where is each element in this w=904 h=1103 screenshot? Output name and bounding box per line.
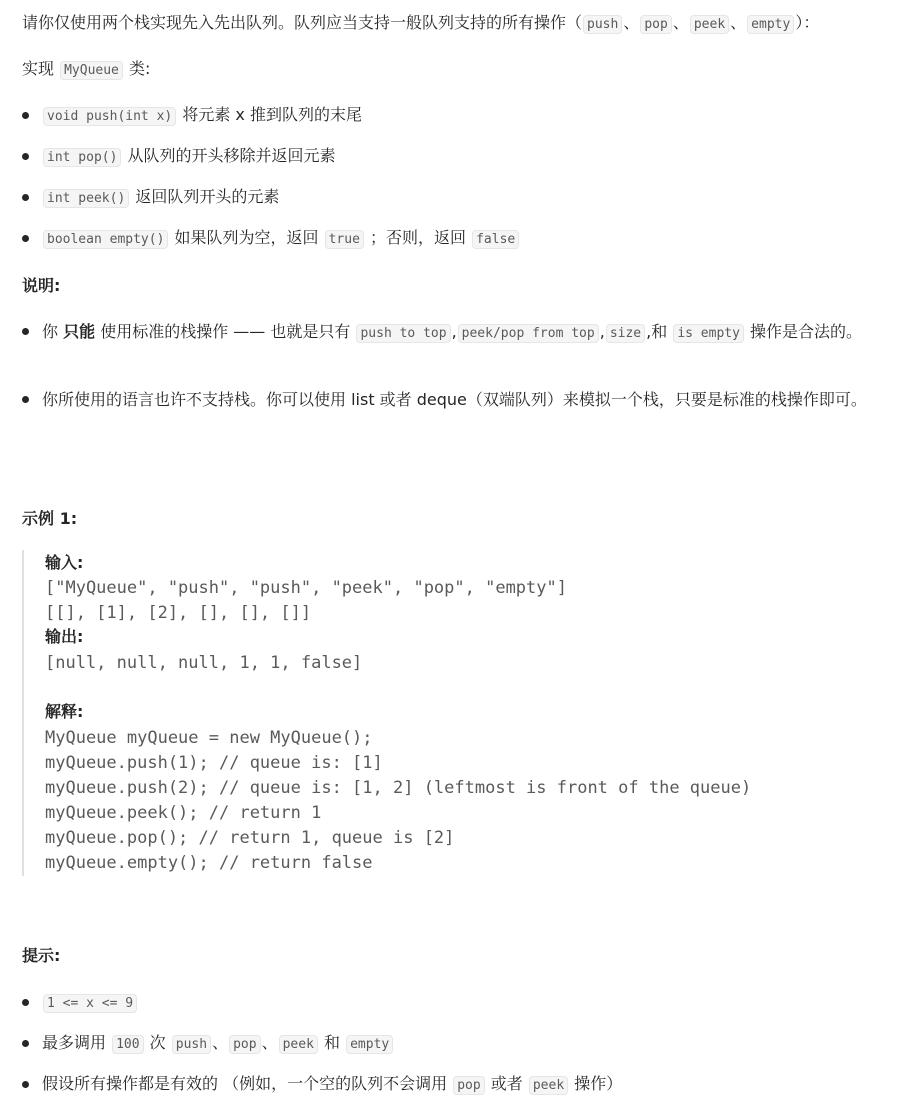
- op-peek: peek: [690, 15, 729, 34]
- explain-line: MyQueue myQueue = new MyQueue();: [45, 728, 373, 748]
- method-push: void push(int x) 将元素 x 推到队列的末尾: [42, 104, 362, 128]
- intro-text: 请你仅使用两个栈实现先入先出队列。队列应当支持一般队列支持的所有操作（: [22, 13, 583, 32]
- input-label: 输入:: [45, 553, 84, 572]
- output-label: 输出:: [45, 627, 84, 646]
- explain-line: myQueue.peek(); // return 1: [45, 803, 322, 823]
- bullet-icon: [22, 396, 29, 403]
- hint-1: 1 <= x <= 9: [42, 991, 138, 1015]
- example-heading: 示例 1:: [22, 509, 78, 528]
- impl-paragraph: 实现 MyQueue 类:: [22, 59, 151, 78]
- bullet-icon: [22, 235, 29, 242]
- explain-line: myQueue.push(2); // queue is: [1, 2] (leftmost is front of the queue): [45, 778, 752, 798]
- bullet-icon: [22, 194, 29, 201]
- method-pop: int pop() 从队列的开头移除并返回元素: [42, 145, 336, 169]
- bullet-icon: [22, 328, 29, 335]
- hint-2: 最多调用 100 次 push 、 pop 、 peek 和 empty: [42, 1032, 394, 1056]
- explain-label: 解释:: [45, 702, 84, 721]
- intro-paragraph: 请你仅使用两个栈实现先入先出队列。队列应当支持一般队列支持的所有操作（ push 、 pop 、 peek 、 empty ）：: [22, 13, 820, 32]
- note-2: 你所使用的语言也许不支持栈。你可以使用 list 或者 deque（双端队列）来模拟一个栈，只要是标准的栈操作即可。: [42, 390, 867, 409]
- op-pop: pop: [640, 15, 671, 34]
- method-empty: boolean empty() 如果队列为空，返回 true ；否则，返回 false: [42, 227, 520, 251]
- bullet-icon: [22, 1040, 29, 1047]
- explain-line: myQueue.empty(); // return false: [45, 853, 373, 873]
- output-line: [null, null, null, 1, 1, false]: [45, 653, 363, 673]
- bullet-icon: [22, 1081, 29, 1088]
- hints-heading: 提示:: [22, 946, 61, 965]
- op-push: push: [583, 15, 622, 34]
- bullet-icon: [22, 999, 29, 1006]
- intro-end: ）：: [795, 13, 820, 32]
- input-line: [[], [1], [2], [], [], []]: [45, 603, 312, 623]
- note-1: 你 只能 使用标准的栈操作 —— 也就是只有 push to top , peek/pop from top , size ,和 is empty 操作是合法的。: [42, 322, 863, 341]
- explain-line: myQueue.push(1); // queue is: [1]: [45, 753, 383, 773]
- explain-line: myQueue.pop(); // return 1, queue is [2]: [45, 828, 455, 848]
- op-empty: empty: [747, 15, 794, 34]
- class-name: MyQueue: [60, 61, 123, 80]
- example-block: [22, 550, 884, 876]
- bullet-icon: [22, 153, 29, 160]
- input-line: ["MyQueue", "push", "push", "peek", "pop", "empty"]: [45, 578, 567, 598]
- bullet-icon: [22, 112, 29, 119]
- notes-heading: 说明:: [22, 276, 61, 295]
- hint-3: 假设所有操作都是有效的 （例如，一个空的队列不会调用 pop 或者 peek 操作）: [42, 1074, 623, 1093]
- method-peek: int peek() 返回队列开头的元素: [42, 186, 279, 210]
